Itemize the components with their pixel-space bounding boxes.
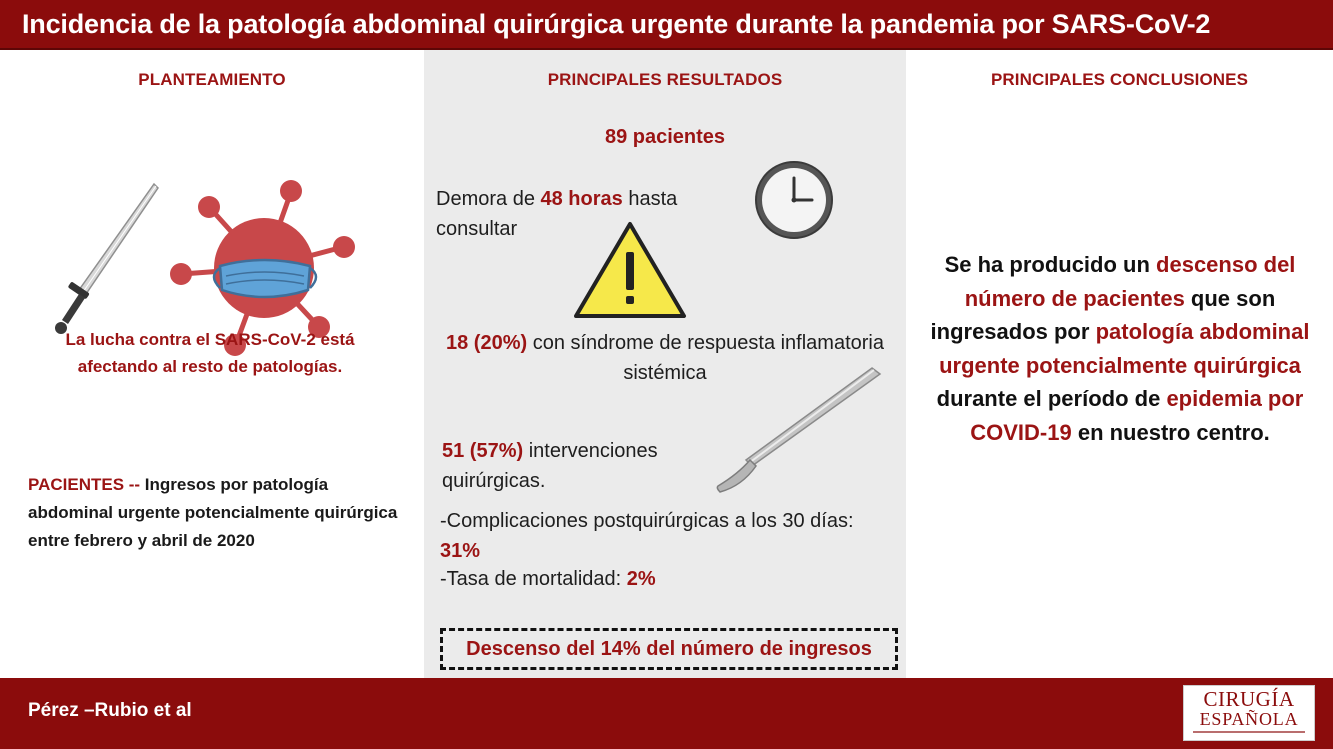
clock-icon (752, 158, 836, 242)
sindrome-highlight: 18 (20%) (445, 332, 528, 354)
conclusion-part-1: Se ha producido un (944, 252, 1157, 277)
resultados-heading: PRINCIPALES RESULTADOS (547, 70, 783, 89)
mortalidad-text (440, 564, 840, 594)
conclusion-part-2: descenso del número de pacientes (964, 252, 1296, 311)
planteamiento-heading: PLANTEAMIENTO (138, 70, 286, 89)
mask-icon (214, 260, 316, 297)
sword-icon (48, 178, 164, 340)
descenso-text: Descenso del 14% del número de ingresos (466, 637, 872, 660)
conclusiones-heading: PRINCIPALES CONCLUSIONES (990, 70, 1249, 89)
intervenciones-highlight: 51 (57%) (442, 440, 524, 462)
conclusion-part-4: patología abdominal urgente potencialmente quirúrgica (939, 319, 1310, 378)
conclusion-part-5: durante el período de (936, 386, 1167, 411)
patient-count: 89 pacientes (604, 126, 726, 148)
planteamiento-text: La lucha contra el SARS-CoV-2 está afectando al resto de patologías. (65, 330, 355, 376)
complicaciones-highlight: 31% (440, 540, 481, 562)
warning-icon (572, 220, 688, 320)
pacientes-text: Ingresos por patología abdominal urgente potencialmente quirúrgica entre febrero y abril de 2020 (28, 475, 398, 550)
logo-divider (1193, 731, 1305, 733)
journal-logo (1183, 685, 1315, 741)
logo-line-1: CIRUGÍA (1203, 687, 1295, 711)
descenso-callout (440, 628, 898, 670)
conclusion-part-3: que son ingresados por (930, 285, 1276, 344)
author-credit: Pérez –Rubio et al (28, 700, 192, 721)
pacientes-label: PACIENTES -- (28, 475, 141, 494)
footer (0, 678, 1333, 749)
complicaciones-text (440, 506, 870, 566)
demora-highlight: 48 horas (540, 188, 623, 210)
demora-pre: Demora de (436, 188, 541, 210)
logo-line-2: ESPAÑOLA (1199, 709, 1299, 729)
conclusion-part-6: epidemia por COVID-19 (970, 386, 1304, 445)
sindrome-post: con síndrome de respuesta inflamatoria sistémica (527, 332, 884, 384)
demora-post: hasta consultar (436, 188, 678, 240)
conclusion-text (916, 248, 1324, 449)
intervenciones-text (442, 436, 732, 496)
scalpel-icon (708, 362, 888, 496)
complicaciones-pre: -Complicaciones postquirúrgicas a los 30 días: (440, 510, 854, 532)
resultados-column (424, 50, 906, 678)
mortalidad-pre: -Tasa de mortalidad: (440, 568, 627, 590)
mortalidad-highlight: 2% (626, 568, 656, 590)
intervenciones-post: intervenciones quirúrgicas. (442, 440, 658, 492)
pacientes-description (28, 471, 398, 555)
page-title: Incidencia de la patología abdominal quirúrgica urgente durante la pandemia por SARS-CoV-2 (0, 0, 1333, 50)
planteamiento-column (0, 50, 424, 678)
conclusion-part-7: en nuestro centro. (1071, 419, 1270, 445)
conclusiones-column (906, 50, 1333, 678)
